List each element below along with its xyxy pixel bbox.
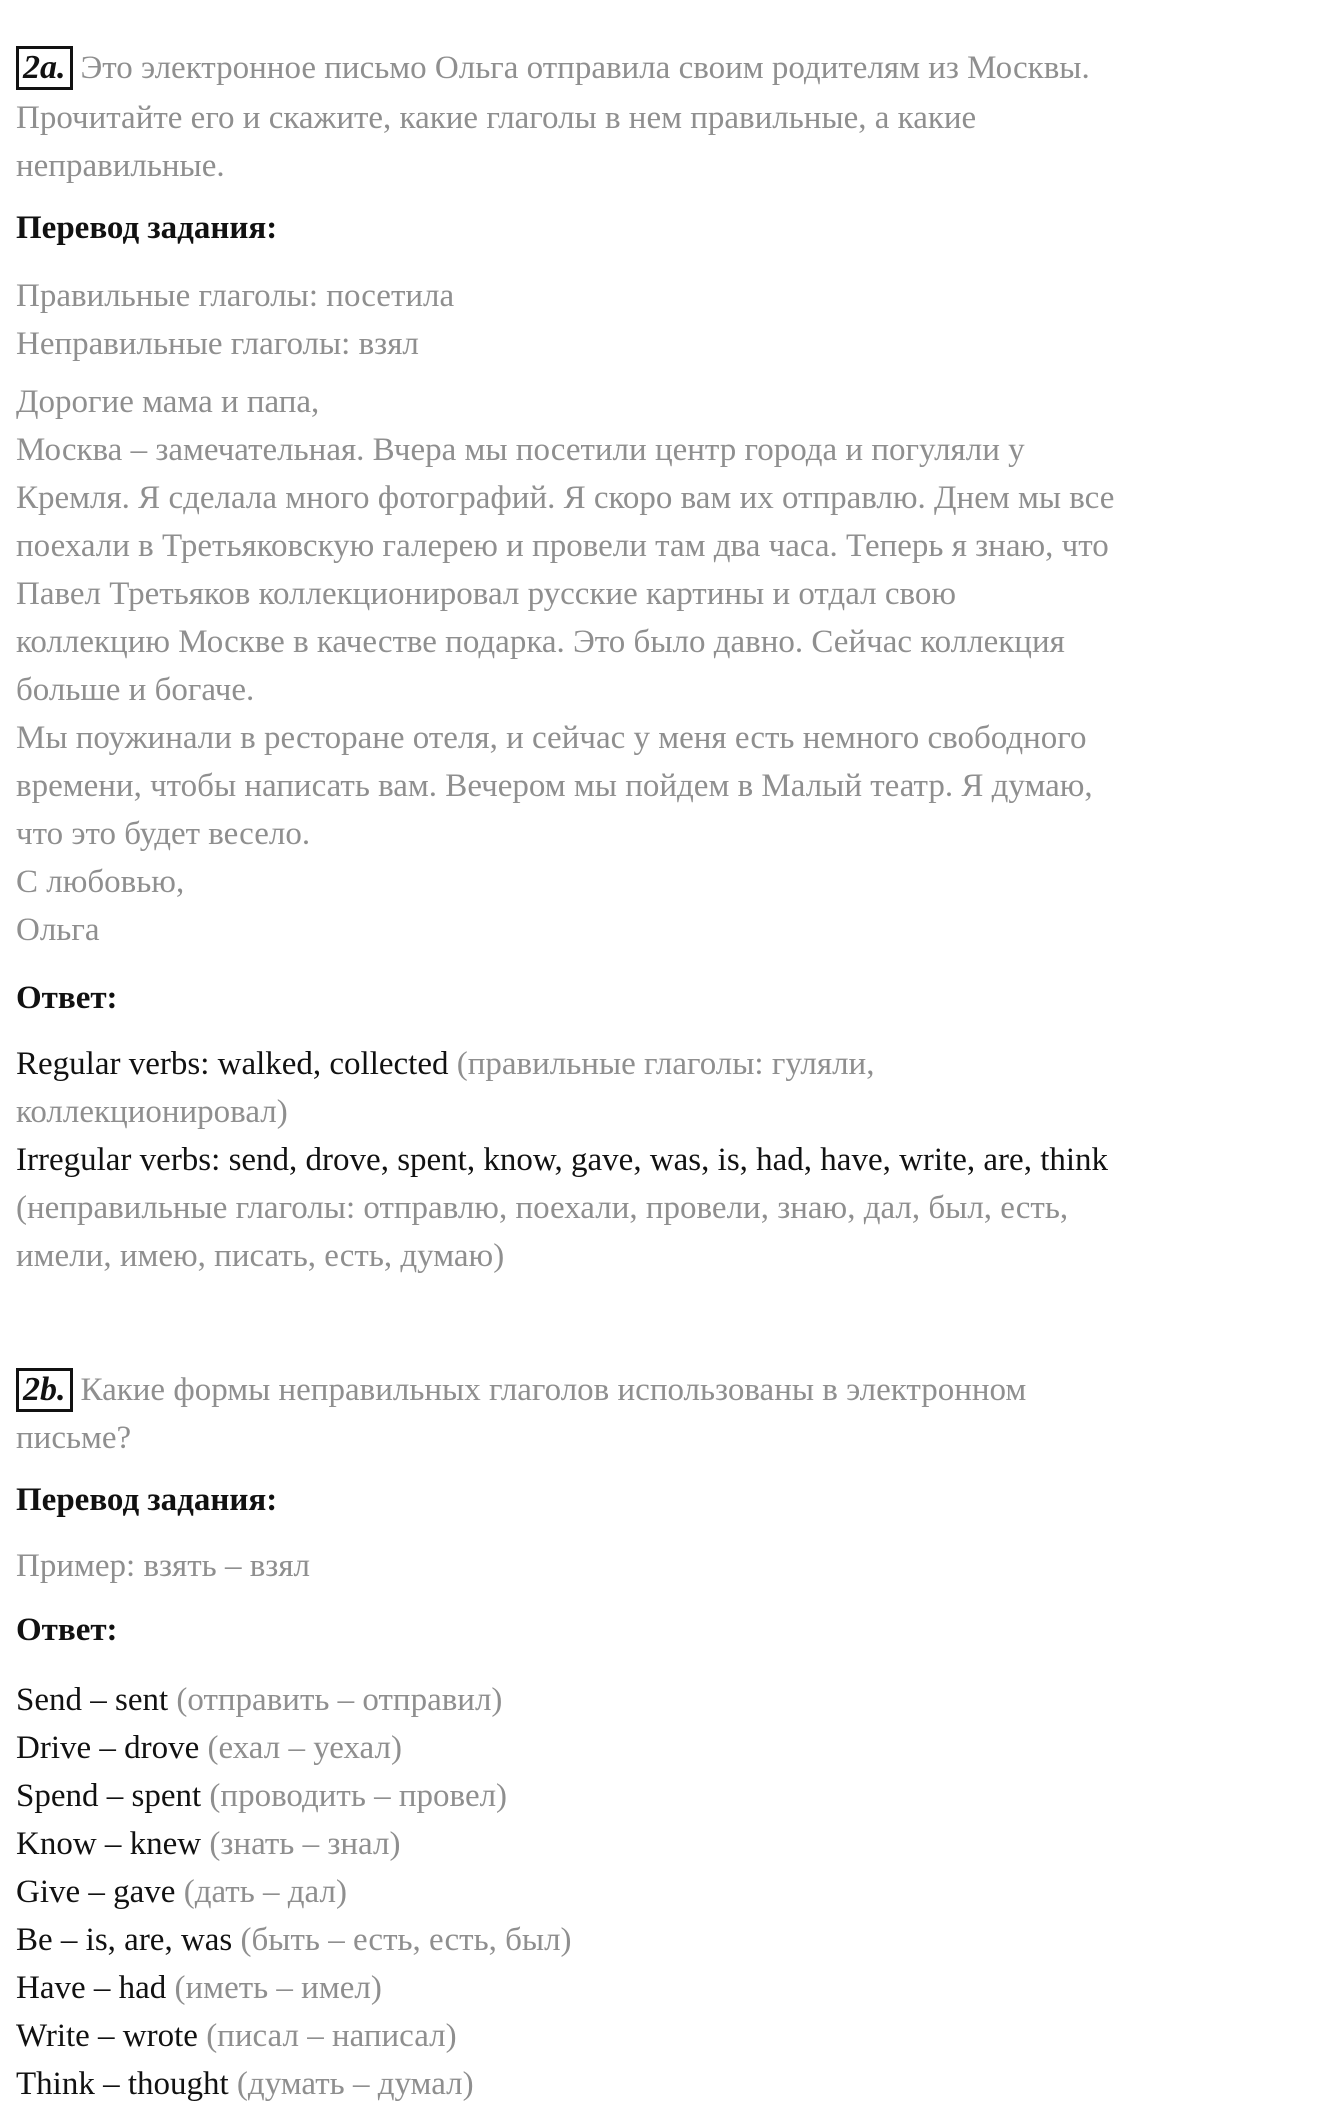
regular-verbs-en: Regular verbs: walked, collected — [16, 1046, 449, 1082]
task-2b-line: письме? — [16, 1420, 132, 1456]
verb-form-en: Give – gave — [16, 1874, 176, 1910]
verb-form-line — [16, 1724, 1310, 1772]
irregular-verbs-ru-cont: имели, имею, писать, есть, думаю) — [16, 1238, 505, 1274]
verb-form-en: Write – wrote — [16, 2018, 198, 2054]
translation-heading: Перевод задания: — [16, 1482, 278, 1518]
regular-verbs-line — [16, 1040, 1310, 1088]
example-line: Правильные глаголы: посетила — [16, 278, 455, 314]
regular-verbs-ru: (правильные глаголы: гуляли, — [448, 1046, 875, 1082]
irregular-verbs-ru: (неправильные глаголы: отправлю, поехали, провели, знаю, дал, был, есть, — [16, 1190, 1069, 1226]
verb-form-ru: (иметь – имел) — [166, 1970, 382, 2006]
answer-heading: Ответ: — [16, 1612, 118, 1648]
verb-form-en: Spend – spent — [16, 1778, 202, 1814]
task-2b-text: Какие формы неправильных глаголов использованы в электронном — [80, 1372, 1027, 1408]
verb-form-ru: (дать – дал) — [175, 1874, 347, 1910]
verb-form-en: Know – knew — [16, 1826, 202, 1862]
verb-form-ru: (проводить – провел) — [201, 1778, 508, 1814]
task-2b-number: 2b. — [16, 1368, 73, 1412]
answer-heading: Ответ: — [16, 980, 118, 1016]
example-line: Неправильные глаголы: взял — [16, 326, 419, 362]
verb-form-line — [16, 1772, 1310, 1820]
verb-form-en: Be – is, are, was — [16, 1922, 233, 1958]
verb-form-en: Send – sent — [16, 1682, 169, 1718]
task-2b-line — [16, 1366, 1310, 1414]
verb-form-en: Think – thought — [16, 2066, 229, 2102]
example-line: Пример: взять – взял — [16, 1548, 310, 1584]
verb-form-ru: (думать – думал) — [228, 2066, 474, 2102]
regular-verbs-ru-cont: коллекционировал) — [16, 1094, 288, 1130]
verb-form-line — [16, 1868, 1310, 1916]
verb-form-ru: (ехал – уехал) — [199, 1730, 402, 1766]
verb-form-line — [16, 2012, 1310, 2060]
letter-line: Кремля. Я сделала много фотографий. Я скоро вам их отправлю. Днем мы все — [16, 480, 1115, 516]
verb-form-ru: (отправить – отправил) — [168, 1682, 503, 1718]
task-2a-line — [16, 44, 1310, 92]
verb-form-ru: (быть – есть, есть, был) — [232, 1922, 572, 1958]
task-2a-text: Это электронное письмо Ольга отправила своим родителям из Москвы. — [80, 50, 1090, 86]
task-2a-line: Прочитайте его и скажите, какие глаголы в нем правильные, а какие — [16, 100, 977, 136]
letter-line: Мы поужинали в ресторане отеля, и сейчас у меня есть немного свободного — [16, 720, 1087, 756]
verb-form-en: Have – had — [16, 1970, 167, 2006]
letter-line: Ольга — [16, 912, 100, 948]
letter-line: больше и богаче. — [16, 672, 255, 708]
letter-line: времени, чтобы написать вам. Вечером мы пойдем в Малый театр. Я думаю, — [16, 768, 1093, 804]
letter-line: С любовью, — [16, 864, 185, 900]
translation-heading: Перевод задания: — [16, 210, 278, 246]
letter-line: что это будет весело. — [16, 816, 311, 852]
verb-form-line — [16, 2060, 1310, 2108]
irregular-verbs-en: Irregular verbs: send, drove, spent, know, gave, was, is, had, have, write, are, think — [16, 1142, 1109, 1178]
verb-form-line — [16, 1916, 1310, 1964]
task-2a-line: неправильные. — [16, 148, 225, 184]
verb-form-ru: (знать – знал) — [201, 1826, 401, 1862]
task-2a-number: 2a. — [16, 46, 73, 90]
letter-line: поехали в Третьяковскую галерею и провели там два часа. Теперь я знаю, что — [16, 528, 1109, 564]
letter-line: Москва – замечательная. Вчера мы посетили центр города и погуляли у — [16, 432, 1025, 468]
verb-form-line — [16, 1676, 1310, 1724]
letter-line: Дорогие мама и папа, — [16, 384, 320, 420]
verb-form-line — [16, 1964, 1310, 2012]
verb-form-ru: (писал – написал) — [197, 2018, 457, 2054]
verb-form-line — [16, 1820, 1310, 1868]
verb-form-en: Drive – drove — [16, 1730, 200, 1766]
letter-line: коллекцию Москве в качестве подарка. Это было давно. Сейчас коллекция — [16, 624, 1065, 660]
letter-line: Павел Третьяков коллекционировал русские картины и отдал свою — [16, 576, 957, 612]
